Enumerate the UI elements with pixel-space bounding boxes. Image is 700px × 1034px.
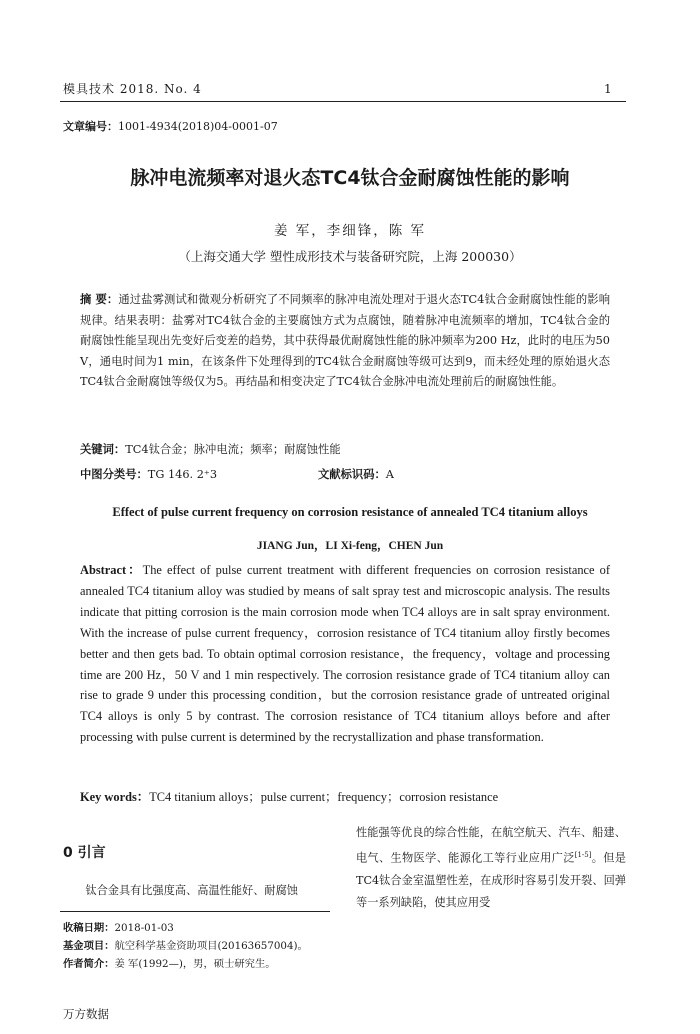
keywords-cn-text: TC4钛合金；脉冲电流；频率；耐腐蚀性能 bbox=[125, 443, 341, 456]
article-number-value: 1001-4934(2018)04-0001-07 bbox=[118, 120, 278, 133]
section-heading: 0 引言 bbox=[63, 845, 106, 861]
footnote-label: 基金项目： bbox=[63, 940, 115, 952]
authors: 姜 军，李细锋，陈 军 bbox=[273, 223, 427, 239]
body-left-column: 钛合金具有比强度高、高温性能好、耐腐蚀 bbox=[85, 884, 298, 897]
body-right-text-2: 。但是TC4钛合金室温塑性差，在成形时容易引发开裂、回弹等一系列缺陷，使其应用受 bbox=[356, 851, 626, 909]
abstract-en bbox=[80, 560, 610, 748]
affiliation: （上海交通大学 塑性成形技术与装备研究院，上海 200030） bbox=[178, 249, 522, 264]
footnote-funding bbox=[63, 937, 308, 952]
clc-value: TG 146. 2⁺3 bbox=[147, 468, 218, 481]
clc-line bbox=[80, 466, 217, 482]
doc-code-line bbox=[318, 466, 394, 482]
keywords-cn-label: 关键词： bbox=[80, 443, 126, 456]
footnote-rule bbox=[60, 911, 330, 912]
doc-code-label: 文献标识码： bbox=[318, 468, 386, 481]
abstract-cn-text: 通过盐雾测试和微观分析研究了不同频率的脉冲电流处理对于退火态TC4钛合金耐腐蚀性能的影响规律。结果表明：盐雾对TC4钛合金的主要腐蚀方式为点腐蚀，随着脉冲电流频率的增加，TC4钛合金的耐腐蚀性能呈现出先变好后变差的趋势，其中获得最优耐腐蚀性能的脉冲频率为200 Hz，此时的电压为50 V，通电时间为1 min，在该条件下处理得到的TC4钛合金耐腐蚀等级可达到9，而未经处理的原始退火态TC4钛合金耐腐蚀等级仅为5。再结晶和相变决定了TC4钛合金脉冲电流处理前后的耐腐蚀性能。 bbox=[80, 293, 610, 389]
keywords-en bbox=[80, 787, 610, 805]
footnote-author bbox=[63, 955, 276, 970]
header-rule bbox=[60, 101, 626, 102]
abstract-cn-label: 摘 要： bbox=[80, 293, 119, 306]
doc-code-value: A bbox=[385, 468, 394, 481]
footnote-text: 姜 军(1992—)，男，硕士研究生。 bbox=[114, 958, 276, 970]
paper-title: 脉冲电流频率对退火态TC4钛合金耐腐蚀性能的影响 bbox=[130, 167, 570, 189]
body-right-text-1: 性能强等优良的综合性能，在航空航天、汽车、船建、电气、生物医学、能源化工等行业应用广泛 bbox=[356, 826, 626, 865]
paper-title-en: Effect of pulse current frequency on corrosion resistance of annealed TC4 titanium alloys bbox=[112, 505, 588, 519]
journal-header: 模具技术 2018. No. 4 bbox=[63, 82, 202, 96]
abstract-en-label: Abstract： bbox=[80, 563, 143, 577]
body-right-column bbox=[356, 822, 626, 914]
footnote-text: 航空科学基金资助项目(20163657004)。 bbox=[114, 940, 308, 952]
footnote-label: 作者简介： bbox=[63, 958, 115, 970]
footnote-received bbox=[63, 919, 174, 934]
abstract-en-text: The effect of pulse current treatment with different frequencies on corrosion resistance of annealed TC4 titanium alloy was studied by means of salt spray test and microscopic analysis. The results indicate that pitting corrosion is the main corrosion mode when TC4 alloys are in salt spray environment. With the increase of pulse current frequency，corrosion resistance of TC4 titanium alloy firstly becomes better and then gets bad. To obtain optimal corrosion resistance，the frequency，voltage and processing time are 200 Hz，50 V and 1 min respectively. The corrosion resistance grade of TC4 titanium alloy can rise to grade 9 under this processing condition，but the corrosion resistance grade of untreated original TC4 alloys is only 5 by contrast. The corrosion resistance of TC4 titanium alloys before and after processing with pulse current is determined by the recrystallization and phase transformation. bbox=[80, 563, 611, 745]
keywords-en-label: Key words： bbox=[80, 790, 150, 804]
footnote-text: 2018-01-03 bbox=[114, 922, 174, 934]
authors-en: JIANG Jun，LI Xi-feng，CHEN Jun bbox=[256, 540, 444, 552]
article-number-label: 文章编号： bbox=[63, 120, 118, 133]
article-number bbox=[63, 118, 278, 134]
keywords-cn bbox=[80, 441, 341, 457]
keywords-en-text: TC4 titanium alloys；pulse current；frequency；corrosion resistance bbox=[149, 790, 499, 804]
watermark: 万方数据 bbox=[63, 1007, 109, 1021]
footnote-label: 收稿日期： bbox=[63, 922, 115, 934]
page-number: 1 bbox=[604, 82, 612, 96]
abstract-cn bbox=[80, 290, 610, 393]
citation: [1-5] bbox=[574, 851, 592, 859]
clc-label: 中图分类号： bbox=[80, 468, 148, 481]
